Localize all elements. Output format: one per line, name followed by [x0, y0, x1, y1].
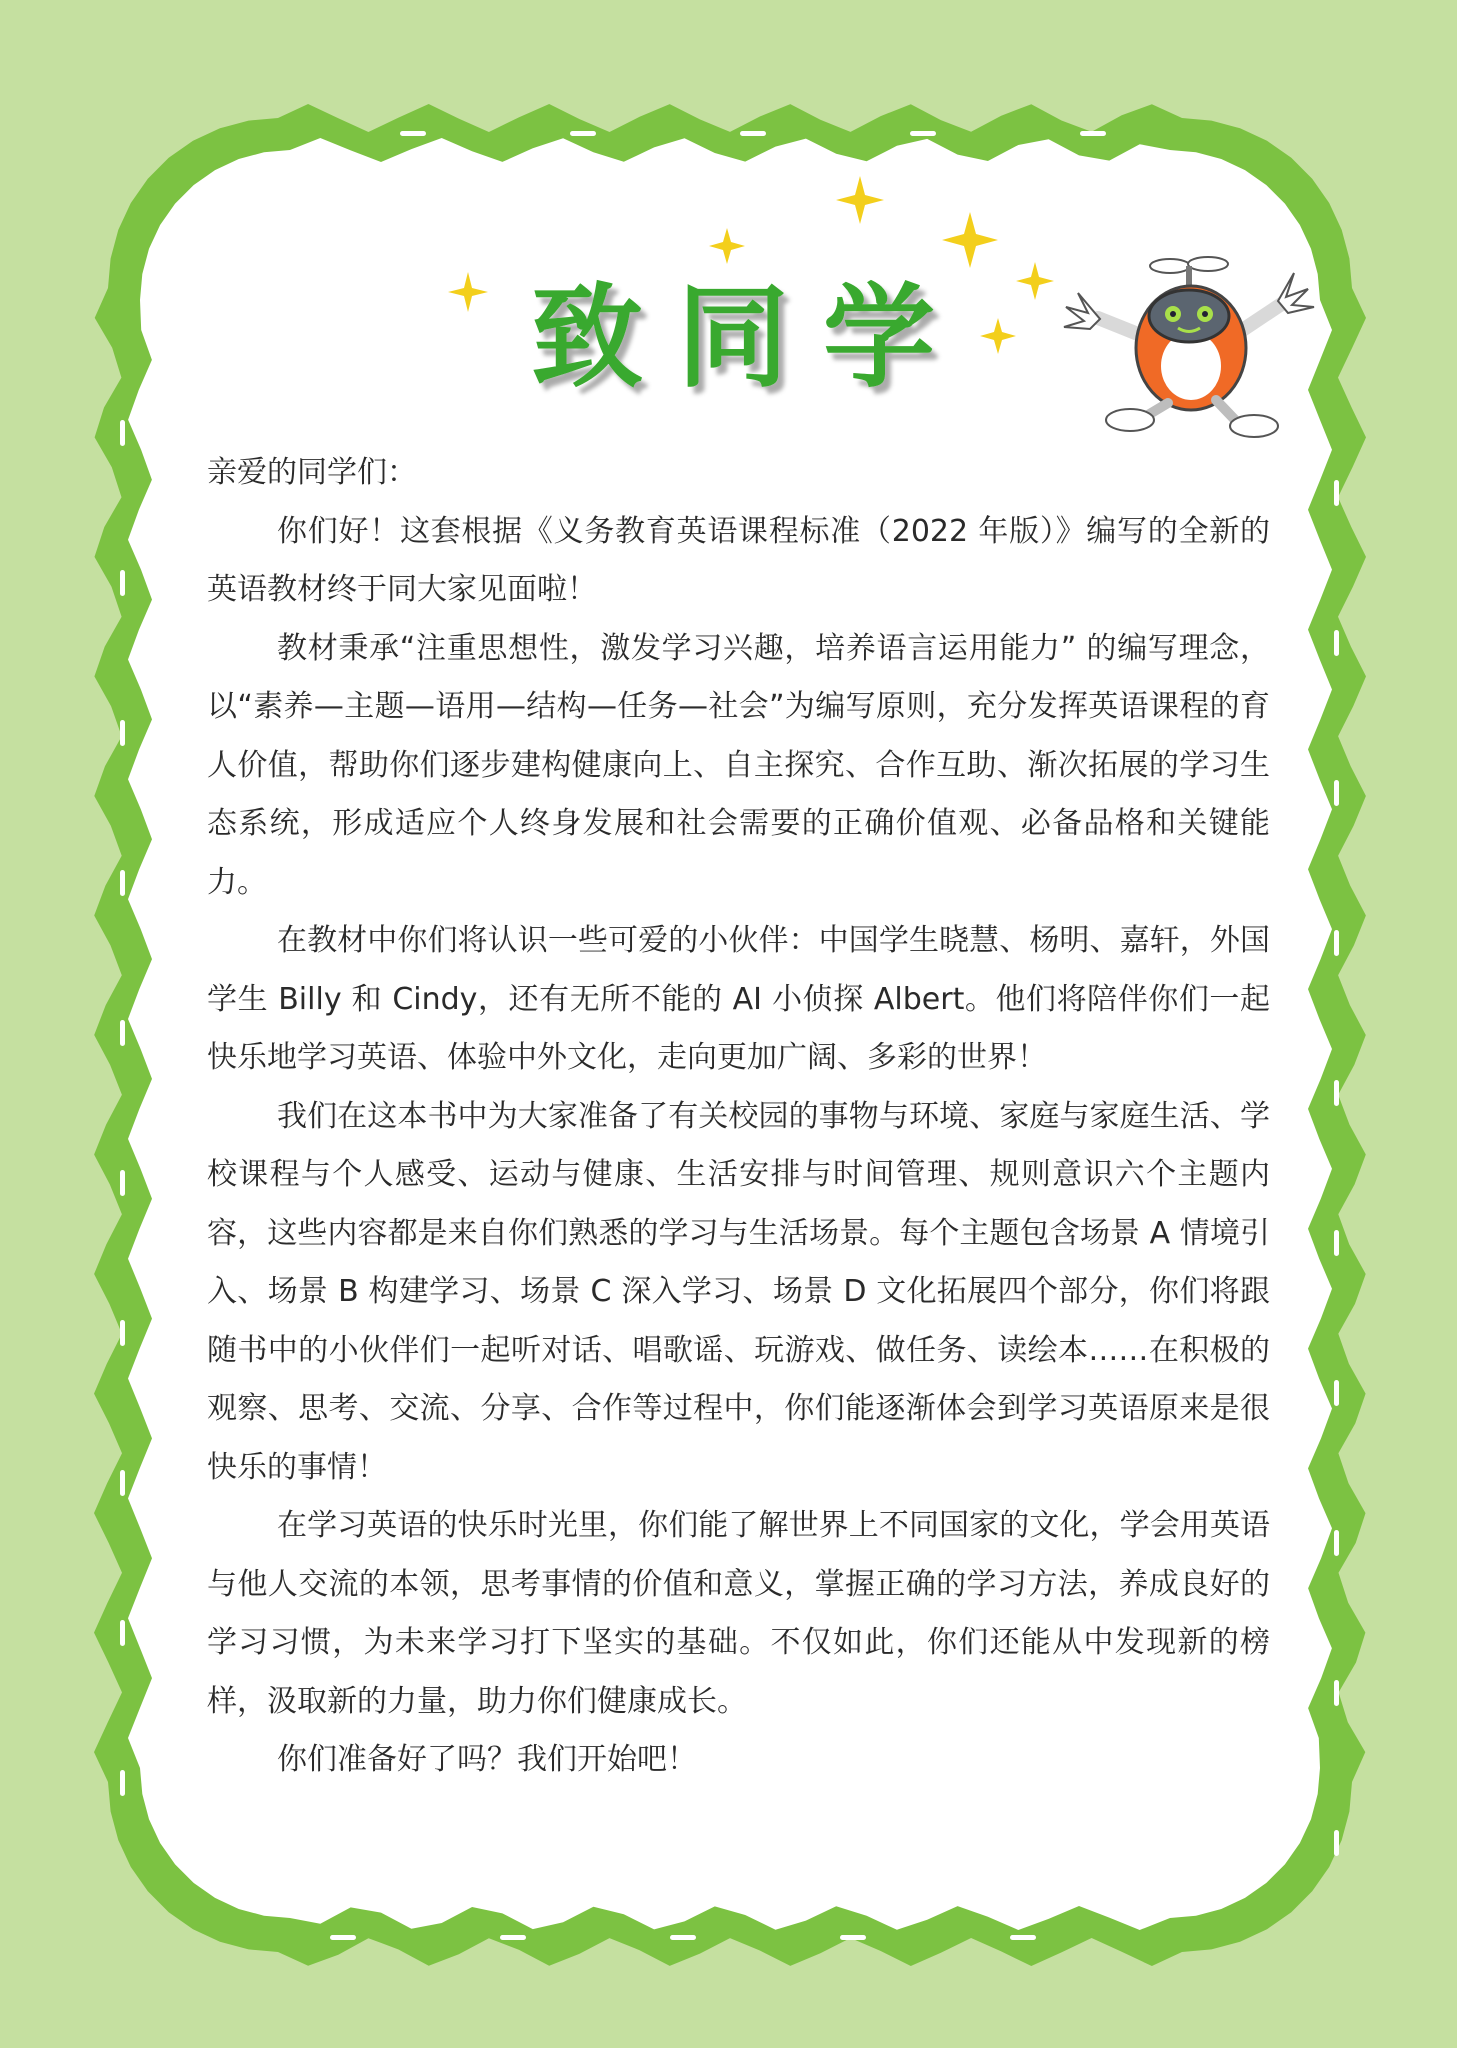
frame-dash	[670, 1935, 696, 1940]
paragraph: 在学习英语的快乐时光里，你们能了解世界上不同国家的文化，学会用英语与他人交流的本领，思考事情的价值和意义，掌握正确的学习方法，养成良好的学习习惯，为未来学习打下坚实的基础。不仅如此，你们还能从中发现新的榜样，汲取新的力量，助力你们健康成长。	[207, 1508, 1270, 1719]
frame-dash	[1334, 1230, 1339, 1256]
frame-dash	[120, 1170, 125, 1196]
frame-dash	[500, 1935, 526, 1940]
frame-dash	[740, 131, 766, 136]
frame-dash	[120, 1470, 125, 1496]
frame-dash	[1334, 1830, 1339, 1856]
frame-dash	[120, 870, 125, 896]
frame-dash	[1334, 1530, 1339, 1556]
frame-dash	[1334, 480, 1339, 506]
frame-dash	[570, 131, 596, 136]
paragraph: 在教材中你们将认识一些可爱的小伙伴：中国学生晓慧、杨明、嘉轩，外国学生 Billy 和 Cindy，还有无所不能的 AI 小侦探 Albert。他们将陪伴你们一起快乐地学习英语、体验中外文化，走向更加广阔、多彩的世界！	[207, 923, 1270, 1075]
frame-dash	[120, 1770, 125, 1796]
frame-dash	[400, 131, 426, 136]
closing-line: 你们准备好了吗？我们开始吧！	[277, 1742, 697, 1777]
paragraph: 我们在这本书中为大家准备了有关校园的事物与环境、家庭与家庭生活、学校课程与个人感受、运动与健康、生活安排与时间管理、规则意识六个主题内容，这些内容都是来自你们熟悉的学习与生活场景。每个主题包含场景 A 情境引入、场景 B 构建学习、场景 C 深入学习、场景 D 文化拓展四个部分，你们将跟随书中的小伙伴们一起听对话、唱歌谣、玩游戏、做任务、读绘本……在积极的观察、思考、交流、分享、合作等过程中，你们能逐渐体会到学习英语原来是很快乐的事情！	[207, 1098, 1270, 1485]
frame-dash	[120, 720, 125, 746]
greeting: 亲爱的同学们：	[207, 455, 417, 490]
frame-dash	[330, 1935, 356, 1940]
frame-dash	[1080, 131, 1106, 136]
frame-dash	[1334, 1380, 1339, 1406]
frame-dash	[1010, 1935, 1036, 1940]
frame-dash	[1334, 780, 1339, 806]
frame-dash	[120, 1620, 125, 1646]
frame-dash	[1334, 1680, 1339, 1706]
paragraph: 教材秉承“注重思想性，激发学习兴趣，培养语言运用能力” 的编写理念，以“素养—主题—语用—结构—任务—社会”为编写原则，充分发挥英语课程的育人价值，帮助你们逐步建构健康向上、自主探究、合作互助、渐次拓展的学习生态系统，形成适应个人终身发展和社会需要的正确价值观、必备品格和关键能力。	[207, 630, 1270, 900]
frame-dash	[120, 1020, 125, 1046]
frame-dash	[910, 131, 936, 136]
frame-dash	[1334, 930, 1339, 956]
frame-dash	[120, 1320, 125, 1346]
frame-dash	[1334, 1080, 1339, 1106]
frame-dash	[1334, 630, 1339, 656]
page-title: 致同学	[531, 273, 969, 403]
frame-dash	[840, 1935, 866, 1940]
robot-mascot-icon	[1058, 248, 1320, 438]
frame-dash	[120, 570, 125, 596]
letter-body	[207, 444, 1270, 1790]
frame-dash	[120, 420, 125, 446]
paragraph: 你们好！这套根据《义务教育英语课程标准（2022 年版）》编写的全新的英语教材终于同大家见面啦！	[207, 513, 1270, 607]
